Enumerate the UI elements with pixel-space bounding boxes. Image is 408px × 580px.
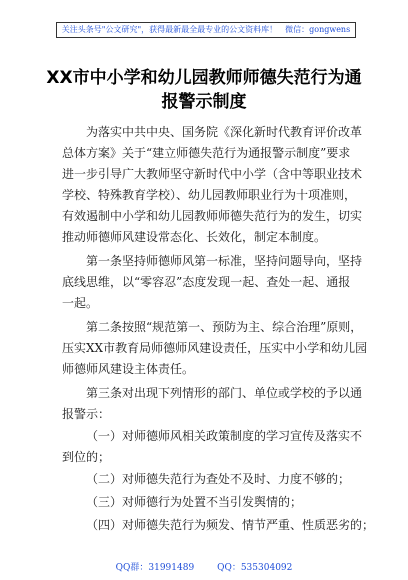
text-line: 第三条对出现下列情形的部门、单位或学校的予以通 xyxy=(86,386,363,400)
text-line: （二）对师德失范行为查处不及时、力度不够的； xyxy=(86,472,351,486)
text-line: （三）对师德行为处置不当引发舆情的； xyxy=(86,495,303,509)
list-item-3 xyxy=(62,492,354,513)
qq-text: QQ：535304092 xyxy=(217,563,293,573)
text-line: 推动师德师风建设常态化、长效化，制定本制度。 xyxy=(62,230,327,244)
text-line: 底线思维，以“零容忍”态度发现一起、查处一起、通报 xyxy=(62,275,351,289)
paragraph-article-3 xyxy=(62,383,363,425)
text-line: 进一步引导广大教师坚守新时代中小学（含中等职业技术 xyxy=(62,167,363,181)
text-line: 学校、特殊教育学校）、幼儿园教师职业行为十项准则， xyxy=(62,188,357,202)
text-line: 一起。 xyxy=(62,296,99,310)
paragraph-preamble xyxy=(62,122,363,248)
text-line: （一）对师德师风相关政策制度的学习宣传及落实不 xyxy=(86,429,363,443)
paragraph-article-1 xyxy=(62,251,363,314)
text-line: 有效遏制中小学和幼儿园教师师德失范行为的发生，切实 xyxy=(62,209,363,223)
text-line: 到位的； xyxy=(62,450,111,464)
text-line: 报警示： xyxy=(62,407,111,421)
footer-contact xyxy=(0,560,408,576)
document-title-line-1: XX市中小学和幼儿园教师师德失范行为通 xyxy=(46,68,362,88)
text-line: 压实XX市教育局师德师风建设责任，压实中小学和幼儿园 xyxy=(62,341,368,355)
text-line: 为落实中共中央、国务院《深化新时代教育评价改革 xyxy=(86,125,363,139)
list-item-2 xyxy=(62,469,354,490)
paragraph-article-2 xyxy=(62,317,368,380)
top-banner: 关注头条号"公文研究"，获得最新最全最专业的公文资料库！ 微信：gongwens xyxy=(56,22,356,38)
qq-group-text: QQ群：31991489 xyxy=(115,563,195,573)
list-item-1 xyxy=(62,426,363,468)
document-title-line-2: 报警示制度 xyxy=(161,92,247,112)
text-line: 总体方案》关于“建立师德失范行为通报警示制度”要求 xyxy=(62,146,351,160)
list-item-4 xyxy=(62,515,375,536)
text-line: （四）对师德失范行为频发、情节严重、性质恶劣的； xyxy=(86,518,375,532)
text-line: 第一条坚持师德师风第一标准，坚持问题导向，坚持 xyxy=(86,254,363,268)
text-line: 师德师风建设主体责任。 xyxy=(62,362,195,376)
text-line: 第二条按照“规范第一、预防为主、综合治理”原则， xyxy=(86,320,363,334)
